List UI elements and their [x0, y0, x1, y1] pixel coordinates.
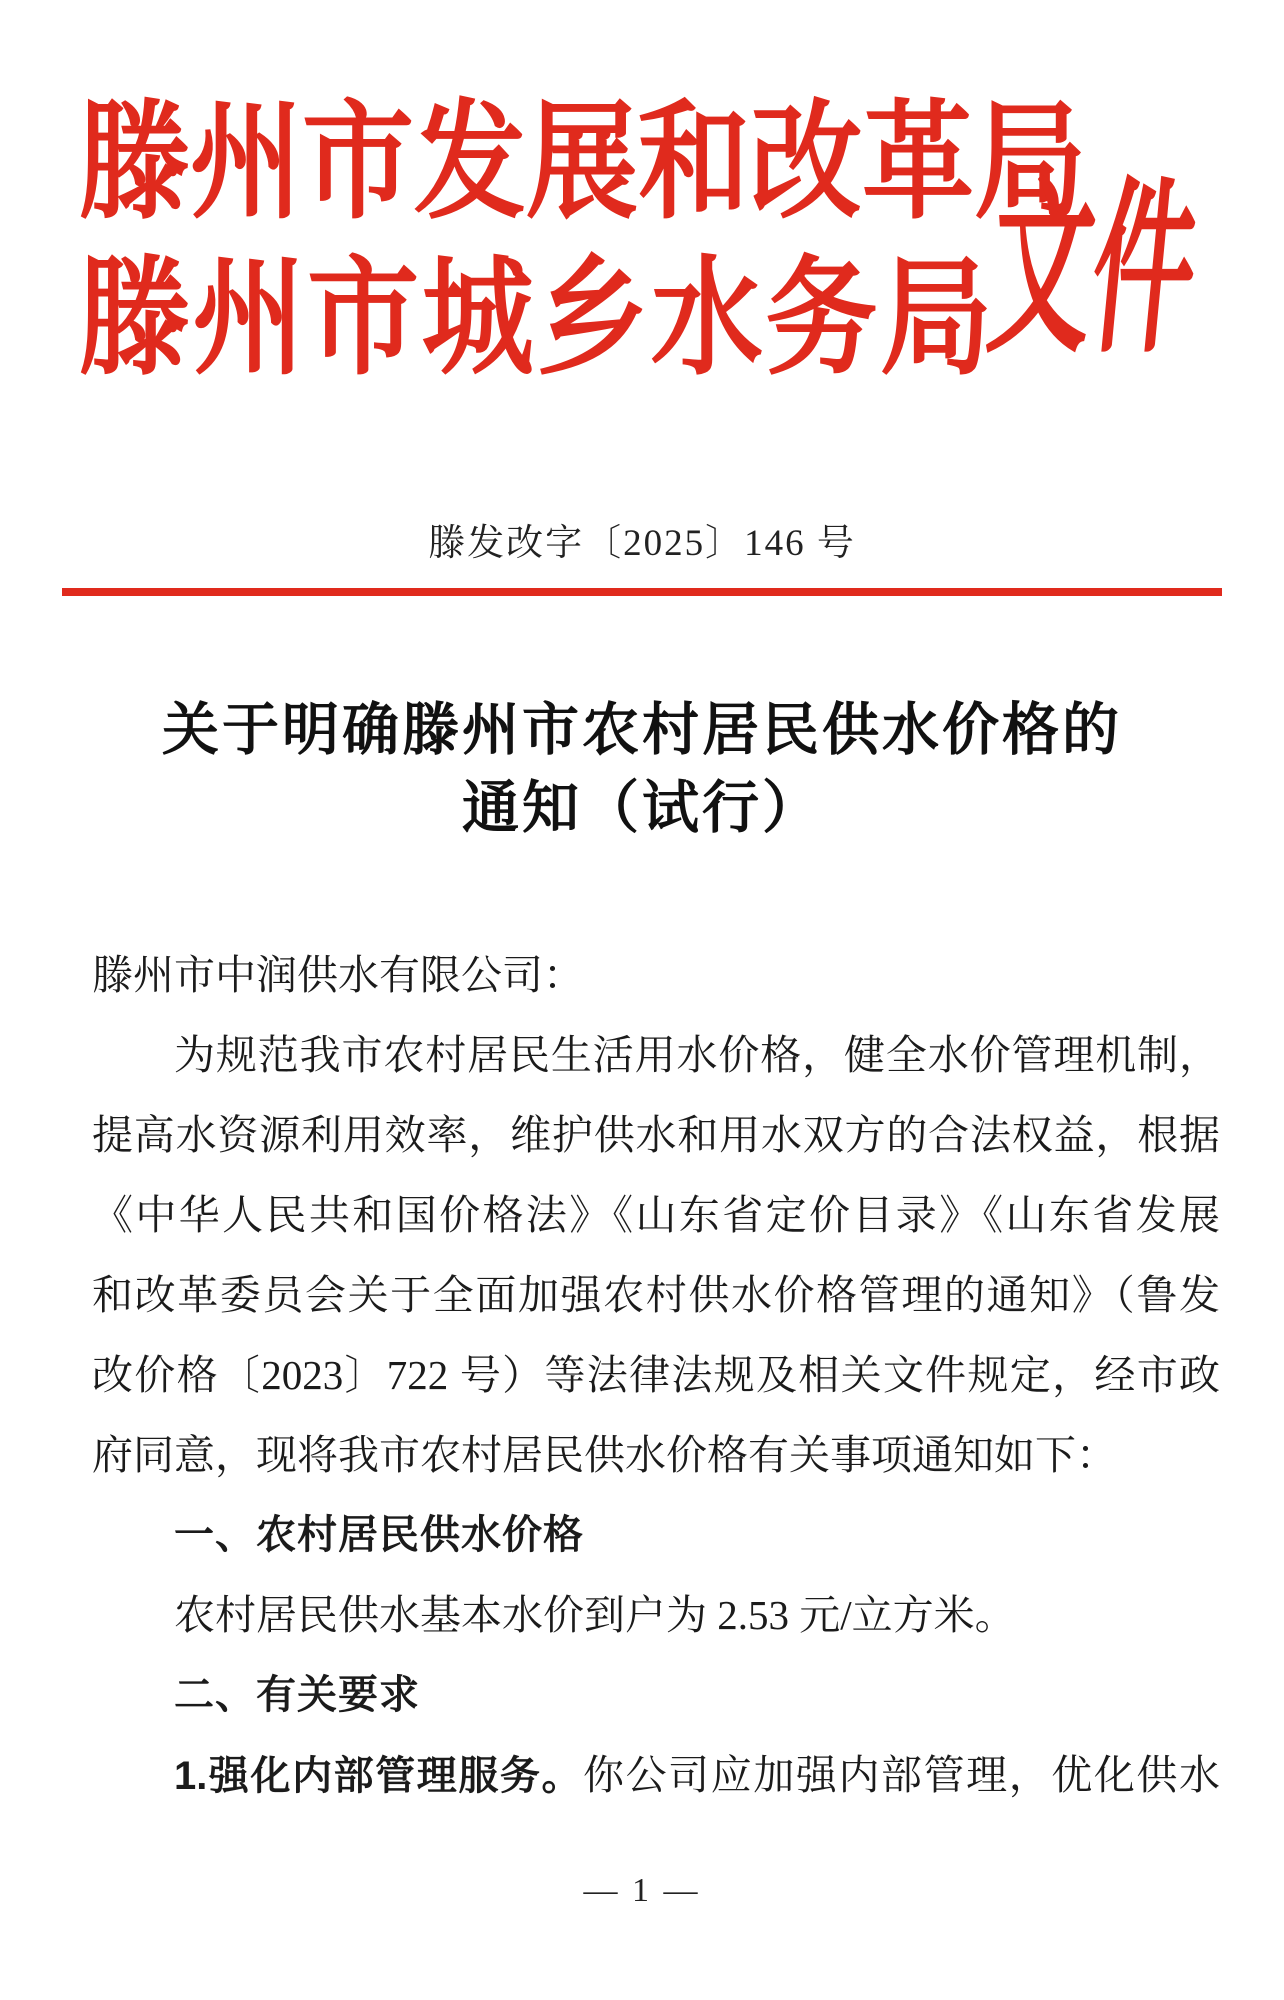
item-1-bold-lead: 1.强化内部管理服务。 — [174, 1754, 584, 1798]
paragraph-line-5: 改价格〔2023〕722 号）等法律法规及相关文件规定，经市政 — [92, 1352, 1220, 1398]
red-separator-line — [62, 588, 1222, 596]
paragraph-line-2: 提高水资源利用效率，维护供水和用水双方的合法权益，根据 — [92, 1112, 1220, 1158]
paragraph-line-6: 府同意，现将我市农村居民供水价格有关事项通知如下： — [92, 1432, 1117, 1478]
agency-name-line-1: 滕州市发展和改革局 — [78, 93, 1086, 235]
section-1-text: 农村居民供水基本水价到户为 2.53 元/立方米。 — [174, 1592, 1016, 1638]
paragraph-line-4: 和改革委员会关于全面加强农村供水价格管理的通知》（鲁发 — [92, 1272, 1220, 1318]
document-title — [0, 692, 1284, 848]
item-1-text: 你公司应加强内部管理，优化供水 — [583, 1752, 1221, 1798]
doc-number: 滕发改字〔2025〕146 号 — [428, 523, 856, 564]
item-1-line — [92, 1735, 1220, 1815]
page-number: — 1 — — [583, 1872, 701, 1909]
document-title-line-2: 通知（试行） — [462, 777, 822, 840]
section-2-heading: 二、有关要求 — [174, 1673, 420, 1717]
paragraph-line-3: 《中华人民共和国价格法》《山东省定价目录》《山东省发展 — [92, 1192, 1220, 1238]
paragraph-line-1: 为规范我市农村居民生活用水价格，健全水价管理机制， — [174, 1032, 1220, 1078]
section-1-heading: 一、农村居民供水价格 — [174, 1513, 584, 1557]
agency-name-line-2: 滕州市城乡水务局 — [78, 249, 992, 391]
document-title-line-1: 关于明确滕州市农村居民供水价格的 — [162, 699, 1122, 762]
doc-type-label: 文件 — [981, 168, 1205, 376]
salutation: 滕州市中润供水有限公司： — [92, 952, 584, 998]
